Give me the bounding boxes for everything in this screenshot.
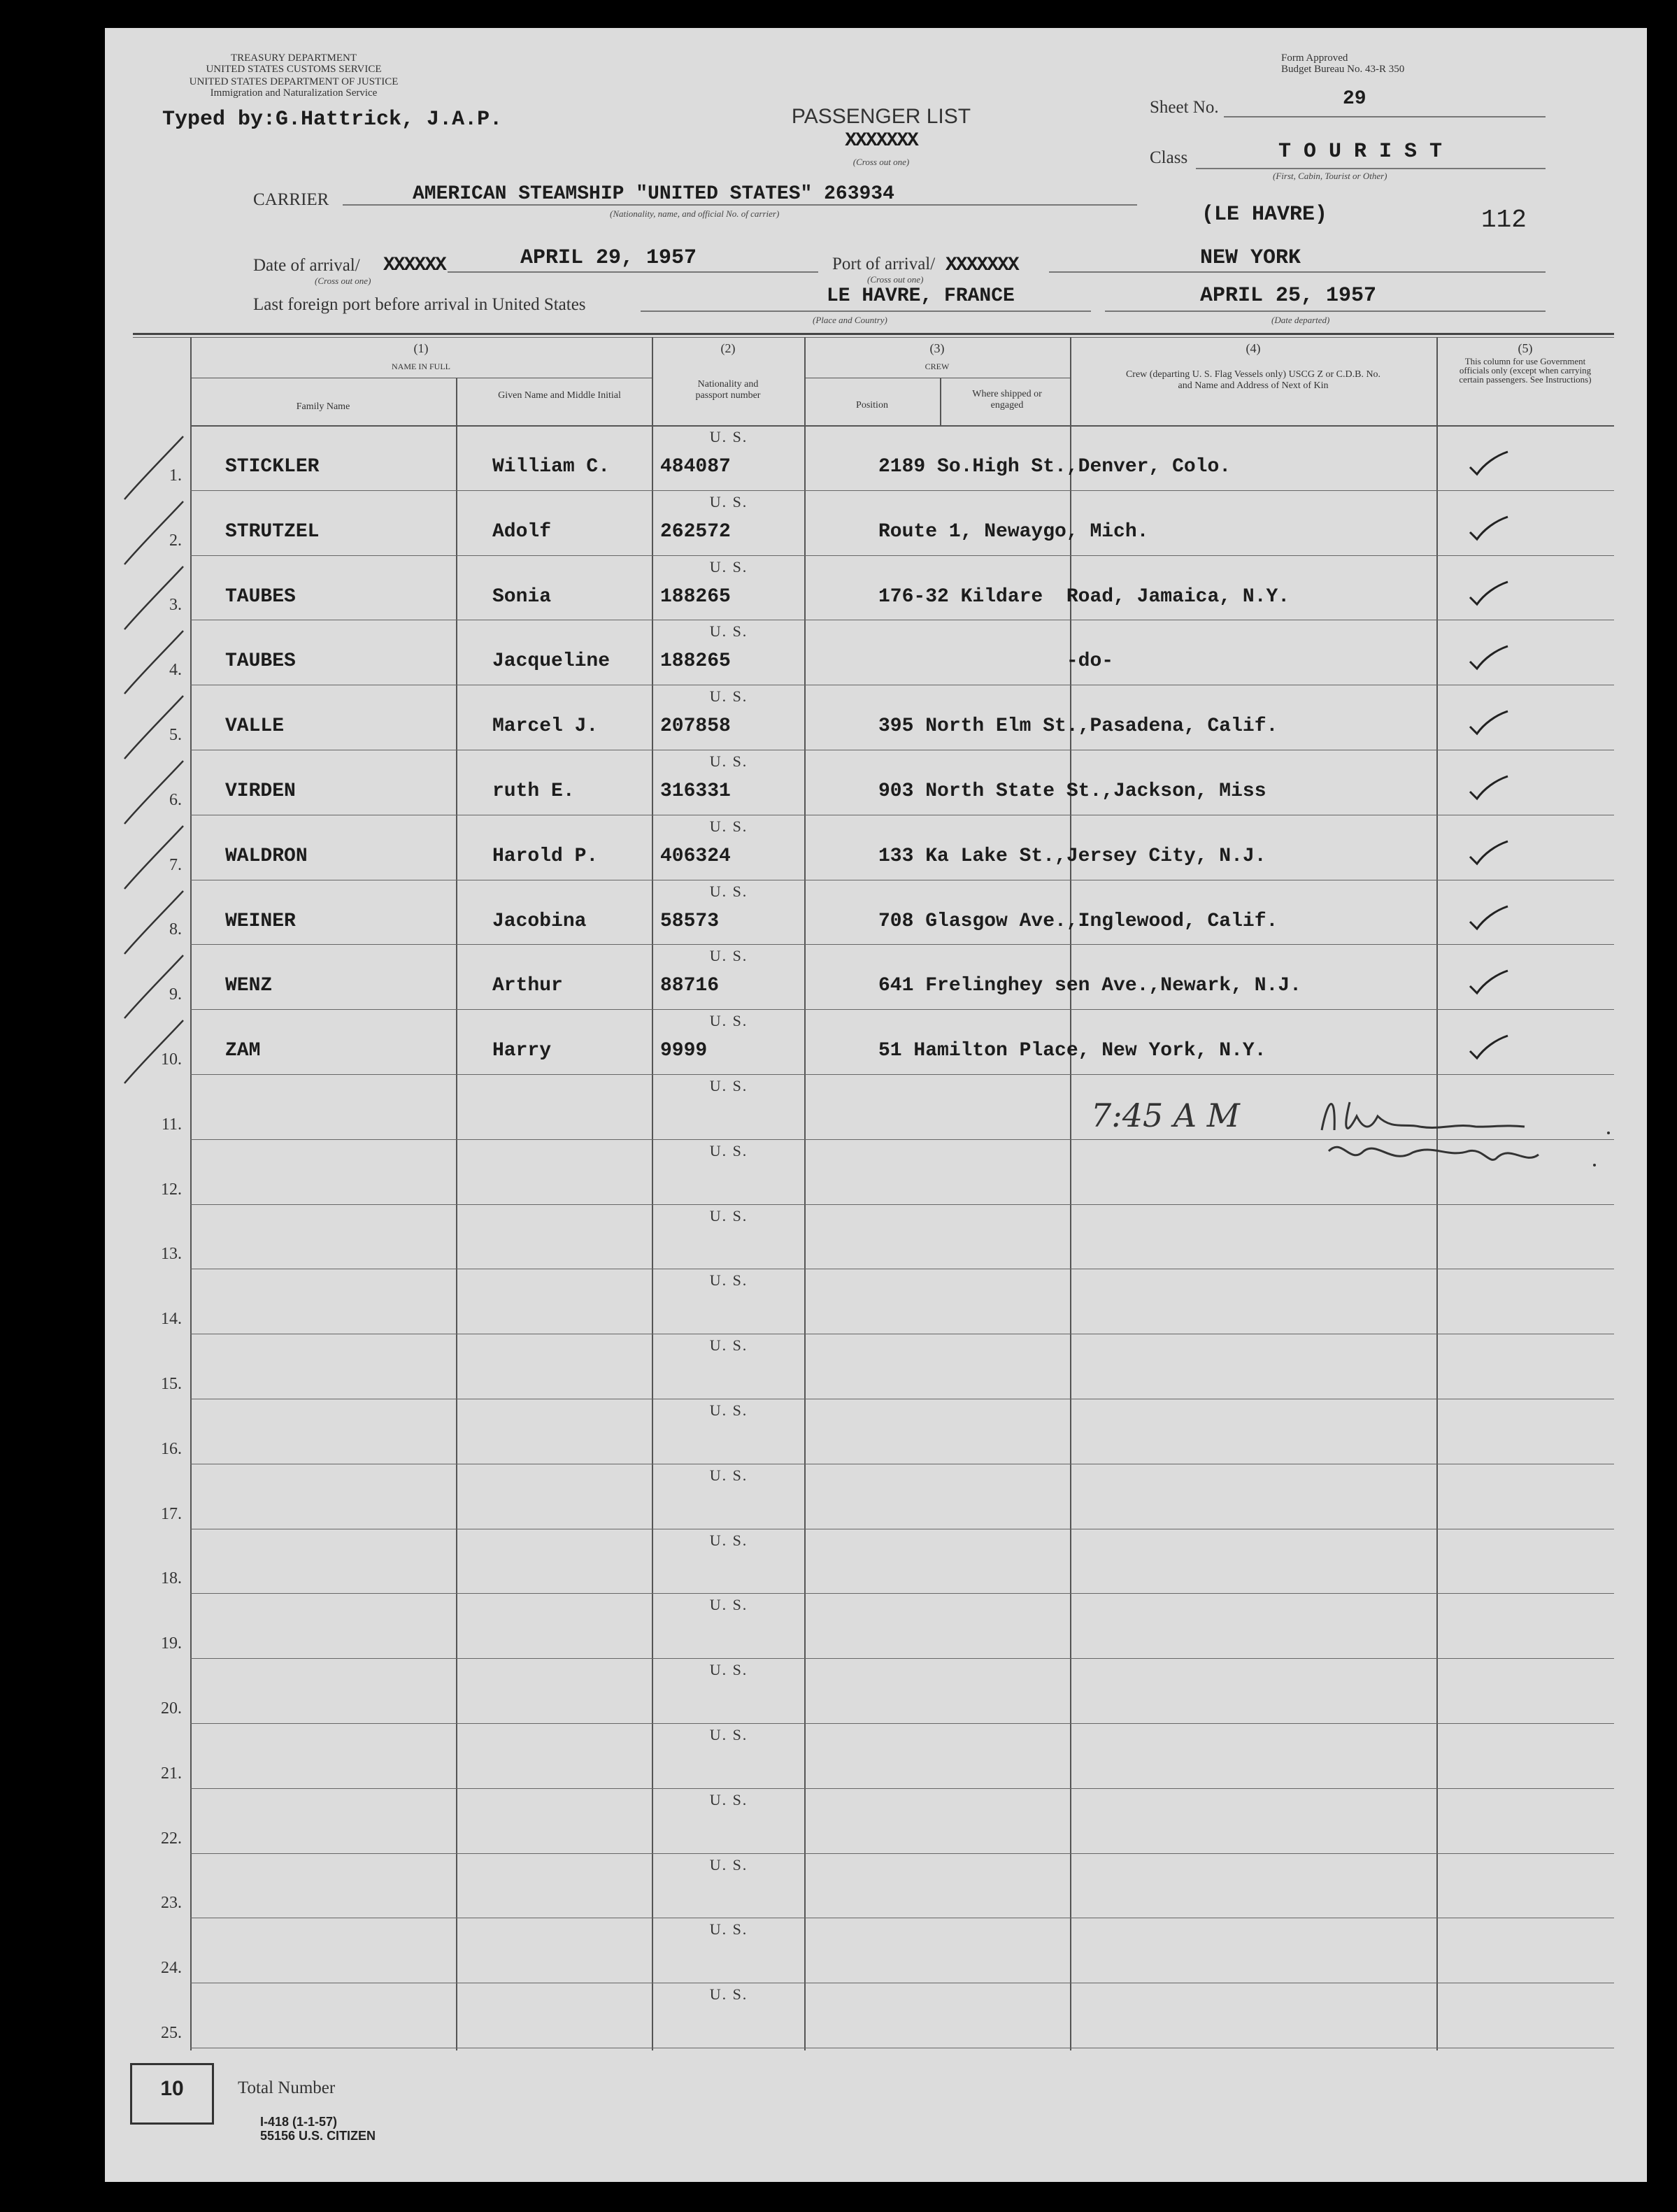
passport-number: 207858: [660, 715, 731, 737]
nationality-us: U. S.: [709, 1985, 748, 2003]
nationality-us: U. S.: [709, 883, 748, 900]
col-line-4: [940, 378, 941, 425]
row-number: 16.: [161, 1440, 182, 1458]
given-name: Harry: [492, 1040, 552, 1062]
nationality-us: U. S.: [709, 558, 748, 576]
row-number: 6.: [169, 791, 182, 809]
next-of-kin-address: 133 Ka Lake St.,Jersey City, N.J.: [878, 845, 1266, 867]
nationality-us: U. S.: [709, 1077, 748, 1094]
given-name: Harold P.: [492, 845, 599, 867]
checkmark-icon: [1467, 840, 1509, 868]
last-port-hint: (Place and Country): [813, 315, 887, 325]
passport-number: 9999: [660, 1040, 708, 1062]
last-port-line: [641, 311, 1091, 312]
cross-out-hint: (Cross out one): [852, 157, 910, 167]
row-rule: [190, 490, 1614, 491]
nationality-us: U. S.: [709, 1012, 748, 1029]
port-arrival-crossed: XXXXXXX: [945, 255, 1018, 276]
col1-num: (1): [413, 341, 429, 355]
next-of-kin-address: 2189 So.High St.,Denver, Colo.: [878, 456, 1232, 478]
row-number: 14.: [161, 1310, 182, 1328]
le-havre-label: (LE HAVRE): [1201, 203, 1328, 227]
row-number: 10.: [161, 1050, 182, 1069]
col1-title: NAME IN FULL: [392, 362, 450, 371]
col2-num: (2): [720, 341, 736, 355]
col5-title: This column for use Government officials only (except when carrying certain passengers. See Instructions): [1459, 356, 1592, 385]
nationality-us: U. S.: [709, 1856, 748, 1874]
family-name: ZAM: [225, 1040, 261, 1062]
date-departed-hint: (Date departed): [1271, 315, 1330, 325]
col-line-6: [1436, 337, 1438, 2050]
next-of-kin-address: 708 Glasgow Ave.,Inglewood, Calif.: [878, 911, 1278, 932]
nationality-us: U. S.: [709, 1726, 748, 1743]
row-rule: [190, 555, 1614, 556]
date-arrival-value: APRIL 29, 1957: [520, 246, 697, 270]
col-line-3: [804, 337, 806, 2050]
nationality-us: U. S.: [709, 493, 748, 511]
nationality-us: U. S.: [709, 1401, 748, 1419]
row-number: 9.: [169, 985, 182, 1004]
table-top-rule-2: [133, 337, 1614, 338]
col2-title: Nationality and passport number: [695, 379, 761, 401]
passport-number: 262572: [660, 521, 731, 543]
family-name: WEINER: [225, 911, 296, 932]
class-line: [1196, 168, 1546, 169]
row-number: 7.: [169, 856, 182, 874]
checkmark-icon: [1467, 775, 1509, 803]
budget-bureau: Budget Bureau No. 43-R 350: [1281, 64, 1405, 75]
form-subtitle: 55156 U.S. CITIZEN: [260, 2129, 376, 2143]
nationality-us: U. S.: [709, 428, 748, 445]
row-rule: [190, 1009, 1614, 1010]
agency-line-2: UNITED STATES CUSTOMS SERVICE: [206, 64, 382, 75]
col3-num: (3): [929, 341, 945, 355]
carrier-hint: (Nationality, name, and official No. of carrier): [610, 208, 780, 219]
row-number: 8.: [169, 920, 182, 939]
total-label: Total Number: [238, 2078, 336, 2097]
date-arrival-label: Date of arrival/: [253, 256, 360, 275]
handwritten-time: 7:45 A M: [1091, 1097, 1240, 1134]
row-number: 4.: [169, 661, 182, 679]
agency-line-4: Immigration and Naturalization Service: [210, 87, 378, 99]
row-number: 12.: [161, 1180, 182, 1199]
nationality-us: U. S.: [709, 622, 748, 640]
row-rule: [190, 1074, 1614, 1075]
carrier-label: CARRIER: [253, 190, 329, 209]
row-number: 5.: [169, 726, 182, 744]
checkmark-icon: [1467, 645, 1509, 673]
col3b-title: Where shipped or engaged: [972, 389, 1042, 411]
date-arrival-line: [448, 271, 818, 273]
row-number: 1.: [169, 466, 182, 485]
checkmark-icon: [1467, 905, 1509, 933]
class-hint: (First, Cabin, Tourist or Other): [1273, 171, 1387, 181]
next-of-kin-address: 176-32 Kildare Road, Jamaica, N.Y.: [878, 586, 1290, 608]
row-number: 13.: [161, 1245, 182, 1263]
passport-number: 88716: [660, 975, 720, 997]
sheet-line: [1224, 116, 1546, 117]
col-line-1: [456, 378, 457, 2050]
port-arrival-value: NEW YORK: [1200, 246, 1301, 270]
row-number: 25.: [161, 2024, 182, 2042]
col3a-title: Position: [856, 400, 888, 411]
nationality-us: U. S.: [709, 752, 748, 770]
row-rule: [190, 1788, 1614, 1789]
row-number: 18.: [161, 1569, 182, 1587]
row-rule: [190, 1658, 1614, 1659]
form-title: PASSENGER LIST: [791, 105, 971, 128]
col3-title: CREW: [925, 362, 950, 371]
date-arrival-crossed: XXXXXX: [383, 255, 445, 276]
col-line-2: [652, 337, 653, 2050]
date-departed-value: APRIL 25, 1957: [1200, 284, 1377, 308]
nationality-us: U. S.: [709, 1207, 748, 1225]
date-departed-line: [1105, 311, 1546, 312]
given-name: Arthur: [492, 975, 563, 997]
row-number: 23.: [161, 1894, 182, 1912]
passport-number: 188265: [660, 586, 731, 608]
nationality-us: U. S.: [709, 818, 748, 835]
family-name: TAUBES: [225, 586, 296, 608]
row-rule: [190, 1853, 1614, 1854]
passport-number: 58573: [660, 911, 720, 932]
row-number: 19.: [161, 1634, 182, 1653]
last-port-label: Last foreign port before arrival in United States: [253, 295, 586, 314]
checkmark-icon: [1467, 969, 1509, 997]
row-number: 21.: [161, 1764, 182, 1783]
port-arrival-line: [1049, 271, 1546, 273]
row-number: 17.: [161, 1505, 182, 1523]
next-of-kin-address: 641 Frelinghey sen Ave.,Newark, N.J.: [878, 975, 1301, 997]
tally-mark-icon: [119, 1016, 189, 1093]
inspector-signature: [1315, 1088, 1615, 1172]
nationality-us: U. S.: [709, 947, 748, 964]
nationality-us: U. S.: [709, 1336, 748, 1354]
col5-num: (5): [1518, 341, 1533, 355]
form-approved: Form Approved: [1281, 52, 1348, 64]
col1a-title: Family Name: [296, 401, 350, 412]
typed-by: Typed by:G.Hattrick, J.A.P.: [162, 108, 503, 131]
nationality-us: U. S.: [709, 1661, 748, 1678]
checkmark-icon: [1467, 450, 1509, 478]
next-of-kin-address: -do-: [878, 650, 1114, 672]
form-number: I-418 (1-1-57): [260, 2115, 338, 2129]
given-name: Jacqueline: [492, 650, 611, 672]
family-name: STICKLER: [225, 456, 320, 478]
row-number: 15.: [161, 1375, 182, 1393]
nationality-us: U. S.: [709, 1920, 748, 1938]
checkmark-icon: [1467, 710, 1509, 738]
next-of-kin-address: 395 North Elm St.,Pasadena, Calif.: [878, 715, 1278, 737]
family-name: STRUTZEL: [225, 521, 320, 543]
nationality-us: U. S.: [709, 687, 748, 705]
agency-line-1: TREASURY DEPARTMENT: [230, 52, 357, 64]
class-value: T O U R I S T: [1278, 140, 1443, 164]
family-name: VIRDEN: [225, 780, 296, 802]
passport-number: 316331: [660, 780, 731, 802]
row-number: 3.: [169, 596, 182, 614]
col-line-0: [190, 337, 192, 2050]
row-rule: [190, 1723, 1614, 1724]
row-rule: [190, 944, 1614, 945]
family-name: WENZ: [225, 975, 273, 997]
nationality-us: U. S.: [709, 1596, 748, 1613]
col4-num: (4): [1246, 341, 1261, 355]
row-number: 20.: [161, 1699, 182, 1718]
passport-number: 406324: [660, 845, 731, 867]
last-port-value: LE HAVRE, FRANCE: [827, 285, 1015, 307]
crossed-word: XXXXXXX: [845, 130, 918, 152]
nationality-us: U. S.: [709, 1467, 748, 1484]
next-of-kin-address: 51 Hamilton Place, New York, N.Y.: [878, 1040, 1266, 1062]
given-name: William C.: [492, 456, 611, 478]
nationality-us: U. S.: [709, 1142, 748, 1159]
stamp-number: 112: [1481, 206, 1527, 234]
given-name: Sonia: [492, 586, 552, 608]
class-label: Class: [1150, 148, 1188, 167]
port-arrival-label: Port of arrival/: [832, 255, 936, 273]
row-number: 24.: [161, 1959, 182, 1977]
sheet-no: 29: [1343, 88, 1366, 110]
port-arrival-hint: (Cross out one): [867, 274, 924, 285]
carrier-value: AMERICAN STEAMSHIP "UNITED STATES" 263934: [413, 183, 894, 205]
hdr-bottom-line: [190, 425, 1614, 427]
family-name: TAUBES: [225, 650, 296, 672]
row-number: 22.: [161, 1829, 182, 1848]
nationality-us: U. S.: [709, 1271, 748, 1289]
row-rule: [190, 1204, 1614, 1205]
date-arrival-hint: (Cross out one): [315, 276, 371, 286]
checkmark-icon: [1467, 580, 1509, 608]
family-name: VALLE: [225, 715, 285, 737]
checkmark-icon: [1467, 515, 1509, 543]
total-number: 10: [160, 2077, 184, 2100]
given-name: ruth E.: [492, 780, 575, 802]
passport-number: 484087: [660, 456, 731, 478]
given-name: Jacobina: [492, 911, 587, 932]
row-number: 2.: [169, 531, 182, 550]
family-name: WALDRON: [225, 845, 308, 867]
col1b-title: Given Name and Middle Initial: [498, 390, 621, 401]
row-rule: [190, 1593, 1614, 1594]
given-name: Marcel J.: [492, 715, 599, 737]
sheet-label: Sheet No.: [1150, 98, 1219, 117]
col4-title: Crew (departing U. S. Flag Vessels only) USCG Z or C.D.B. No. and Name and Address of Next of Kin: [1125, 369, 1381, 391]
nationality-us: U. S.: [709, 1791, 748, 1808]
nationality-us: U. S.: [709, 1532, 748, 1549]
passport-number: 188265: [660, 650, 731, 672]
next-of-kin-address: Route 1, Newaygo, Mich.: [878, 521, 1149, 543]
row-number: 11.: [161, 1115, 182, 1134]
given-name: Adolf: [492, 521, 552, 543]
agency-line-3: UNITED STATES DEPARTMENT OF JUSTICE: [189, 76, 399, 87]
table-top-rule: [133, 333, 1614, 335]
next-of-kin-address: 903 North State St.,Jackson, Miss: [878, 780, 1266, 802]
checkmark-icon: [1467, 1034, 1509, 1062]
